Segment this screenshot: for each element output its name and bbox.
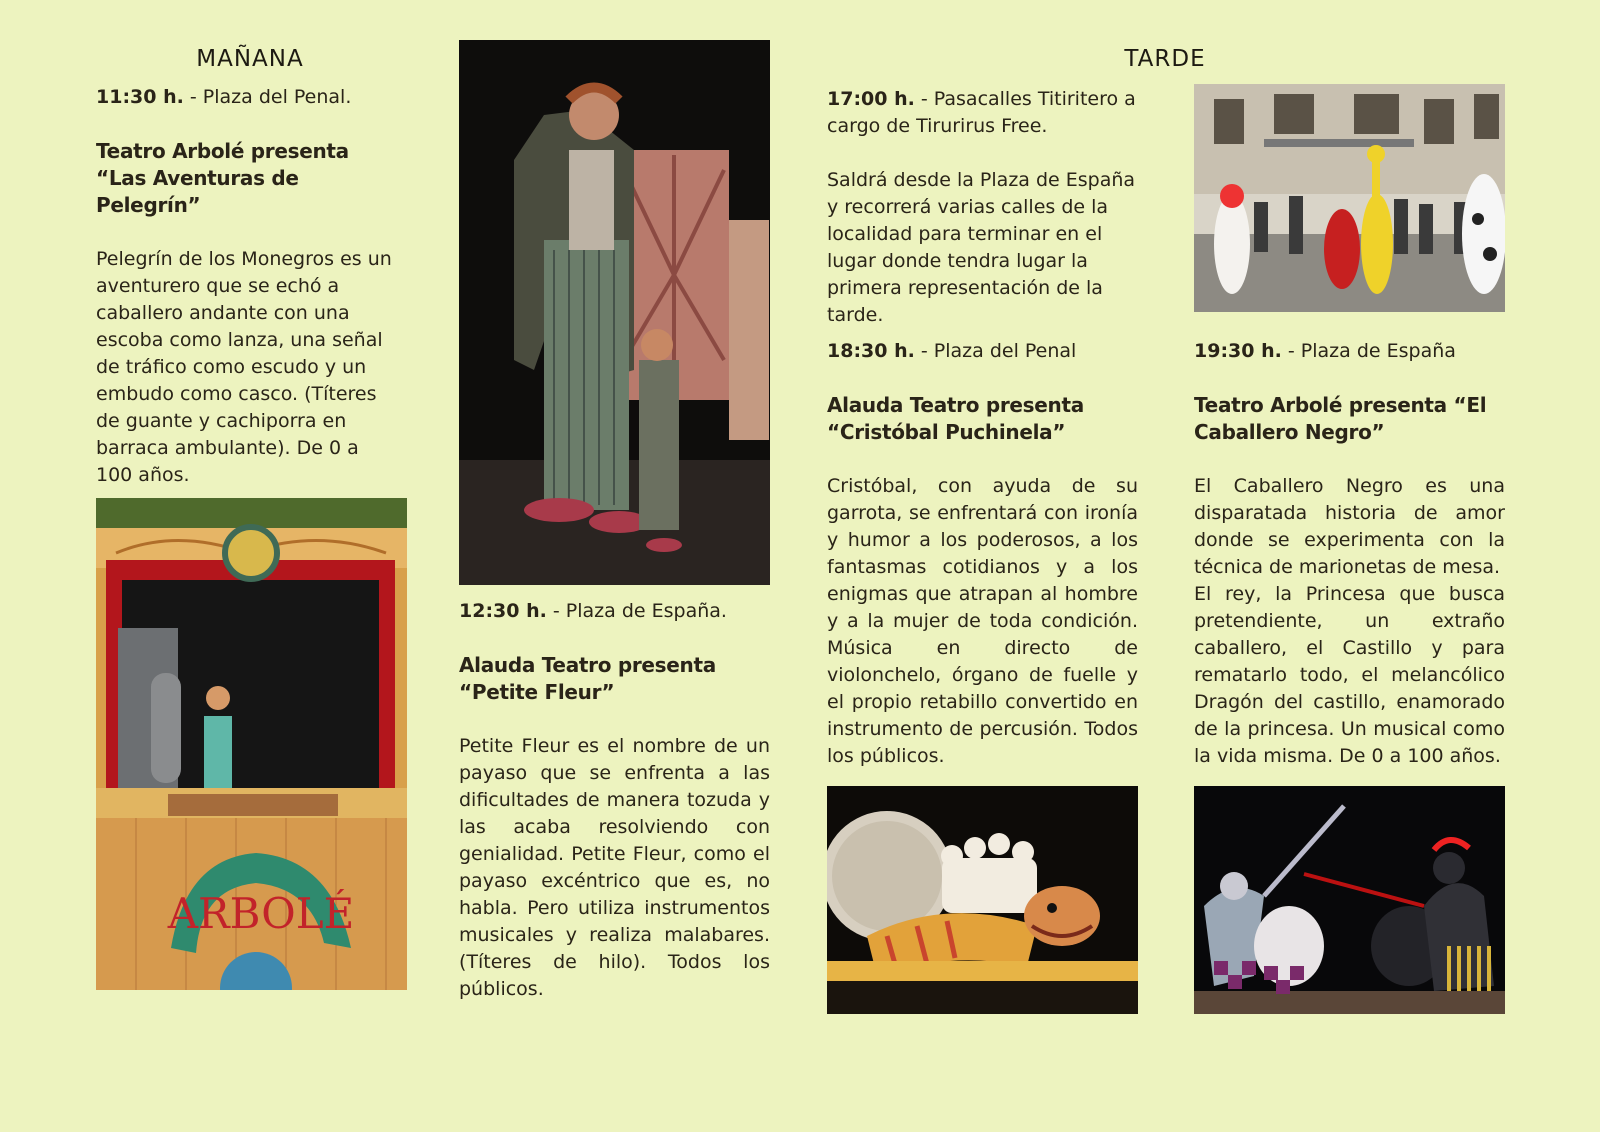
event-time: 12:30 h. <box>459 600 547 622</box>
event-description: Pelegrín de los Monegros es un aventurero que se echó a caballero andante con una escoba como lanza, una señal de tráfico como escudo y un embudo como casco. (Títeres de guante y cachiporra en barraca ambulante). De 0 a 100 años. <box>96 248 392 486</box>
event-pelegrin <box>96 84 398 489</box>
event-description: Cristóbal, con ayuda de su garrota, se enfrentará con ironía y humor a los poderosos, a los fantasmas cotidianos y a los enigmas que atrapan al hombre y a la mujer de toda condición. Música en directo de violonchelo, órgano de fuelle y el propio retabillo convertido en instrumento de percusión. Todos los públicos. <box>827 475 1138 767</box>
event-caballero-negro <box>1194 338 1505 770</box>
event-place: - Pasacalles Titiritero a cargo de Tirurirus Free. <box>827 88 1136 137</box>
booth-sign: ARBOLÉ <box>167 889 355 938</box>
event-cristobal-puchinela <box>827 338 1138 770</box>
event-place: - Plaza de España <box>1281 340 1456 362</box>
event-description: Saldrá desde la Plaza de España y recorrerá varias calles de la localidad para terminar en el lugar donde tendra lugar la primera representación de la tarde. <box>827 169 1136 326</box>
photo-knights-joust <box>1194 786 1505 1014</box>
event-title: Alauda Teatro presenta “Cristóbal Puchinela” <box>827 393 1084 444</box>
event-time-line <box>96 84 398 111</box>
event-description: El Caballero Negro es una disparatada historia de amor donde se experimenta con la técnica de marionetas de mesa. <box>1194 475 1505 578</box>
event-time: 17:00 h. <box>827 88 915 110</box>
event-time-line <box>459 598 770 625</box>
event-title: Teatro Arbolé presenta “Las Aventuras de Pelegrín” <box>96 139 349 217</box>
event-place: - Plaza del Penal. <box>183 86 352 108</box>
photo-street-parade <box>1194 84 1505 312</box>
photo-marionette-performer <box>459 40 770 585</box>
heading-manana: MAÑANA <box>196 46 304 72</box>
event-time-line <box>1194 338 1505 365</box>
event-place: - Plaza del Penal <box>914 340 1077 362</box>
event-time: 11:30 h. <box>96 86 184 108</box>
event-description: Petite Fleur es el nombre de un payaso que se enfrenta a las dificultades de manera tozuda y las acaba resolviendo con genialidad. Petite Fleur, como el payaso excéntrico que es, no habla. Pero utiliza instrumentos musicales y realiza malabares. (Títeres de hilo). Todos los públicos. <box>459 735 770 1000</box>
event-petite-fleur <box>459 598 770 1003</box>
event-title: Teatro Arbolé presenta “El Caballero Negro” <box>1194 393 1487 444</box>
event-pasacalles <box>827 86 1138 329</box>
event-time-line <box>827 86 1138 140</box>
heading-tarde: TARDE <box>1124 46 1206 72</box>
event-title: Alauda Teatro presenta “Petite Fleur” <box>459 653 716 704</box>
event-time: 18:30 h. <box>827 340 915 362</box>
event-description-continued: El rey, la Princesa que busca pretendiente, un extraño caballero, el Castillo y para rematarlo todo, el melancólico Dragón del castillo, enamorado de la princesa. Un musical como la vida misma. De 0 a 100 años. <box>1194 583 1505 767</box>
event-time-line <box>827 338 1138 365</box>
photo-puppet-booth <box>96 498 407 990</box>
photo-puppets-drum <box>827 786 1138 1014</box>
event-time: 19:30 h. <box>1194 340 1282 362</box>
event-place: - Plaza de España. <box>546 600 727 622</box>
